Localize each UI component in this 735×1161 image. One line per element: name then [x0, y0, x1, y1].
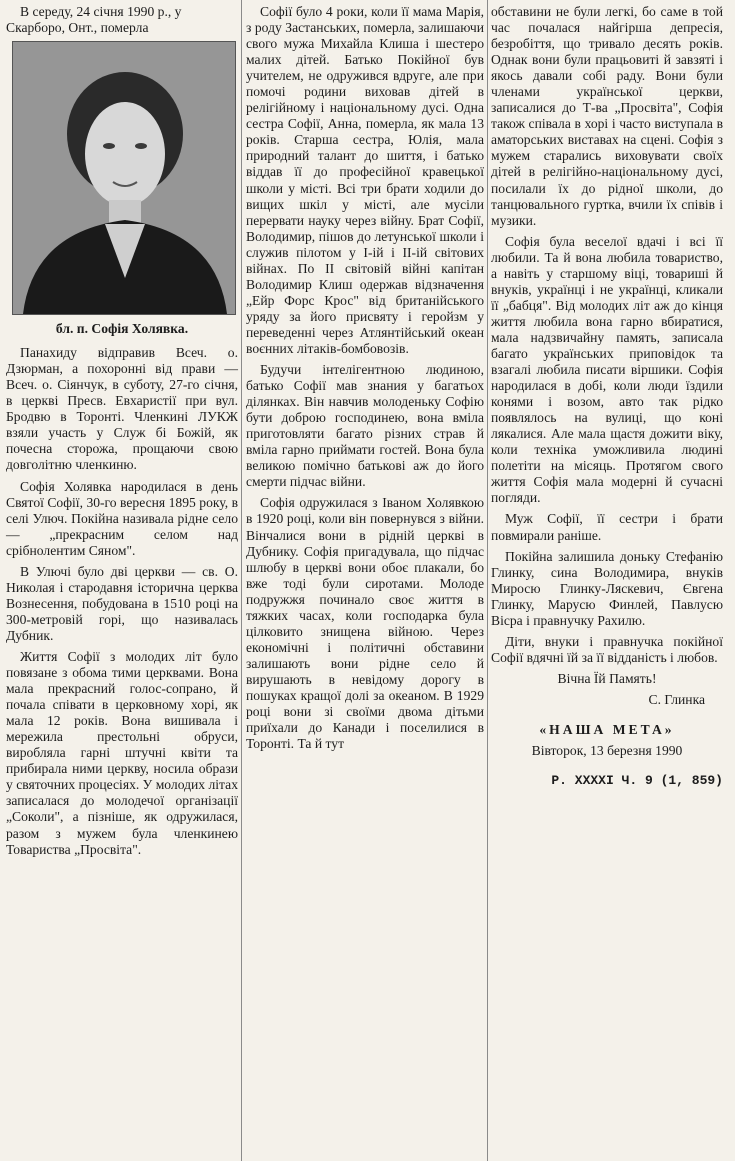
- paragraph: Софія була веселої вдачі і всі її любили. Та й вона любила товариство, а навіть у старшому віці, товариші й внуків, українці і не українці, кликали її „бабця". Від молодих літ аж до кінця життя любила вона гарно вбиратися, мала надзвичайну память, записала багато українських приповідок та взагалі любила писати віршики. Софія народилася в добі, коли люди їздили конями і возом, авто так рідко появлялось на вулиці, що коні лякалися. Але мала щастя дожити віку, коли техніка уможливила людині полетіти на місяць. Протягом свого життя Софія мала модерні й сучасні погляди.: [491, 233, 723, 506]
- signature: С. Глинка: [648, 691, 705, 707]
- portrait-photo: [12, 41, 236, 315]
- column-3: [491, 4, 723, 794]
- paragraph: обставини не були легкі, бо саме в той час почалася найгірша депресія, безробіття, що тривало десять років. Однак вони були працьовиті й завзяті і якось давали собі раду. Вони були членами української церкви, записалися до Т-ва „Просвіта", Софія також співала в хорі і часто виступала в аматорських виставах на сцені. Софія з мужем старались виховувати своїх дітей в релігійно-національному дусі, посилали їх до рідної школи, до танцювального гуртка, вчили їх співів і музики.: [491, 4, 723, 228]
- memory-line: Вічна Їй Память!: [557, 670, 657, 686]
- issue-number: Р. XXXXI Ч. 9 (1, 859): [551, 773, 723, 789]
- paragraph: В Улючі було дві церкви — св. О. Николая і стародавня історична церква Вознесення, побудована в 1510 році на 300-метровій горі, що називалась Дубник.: [6, 563, 238, 643]
- paragraph: Діти, внуки і правнучка покійної Софії вдячні їй за її відданість і любов.: [491, 633, 723, 665]
- portrait-image: [13, 42, 235, 314]
- paragraph: Софія Холявка народилася в день Святої Софії, 30-го вересня 1895 року, в селі Улюч. Покійна називала рідне село — „прекрасним селом над срібнолентим Сяном".: [6, 478, 238, 558]
- paragraph: Муж Софії, її сестри і брати повмирали раніше.: [491, 511, 723, 543]
- paragraph: Життя Софії з молодих літ було повязане з обома тими церквами. Вона мала прекрасний голос-сопрано, й почала співати в церковному хорі, як мала 12 років. Вона вишивала і мережила престольні обруси, виробляла гарні штучні квіти та прибирала ними церкву, носила образи у святочних процесіях. У молодих літах записалася до молодечої організації „Соколи", а пізніше, як одружилася, разом з мужем була членкинею Товариства „Просвіта".: [6, 648, 238, 857]
- column-rule: [241, 0, 242, 1161]
- newspaper-name: «НАША МЕТА»: [539, 721, 675, 737]
- column-rule: [487, 0, 488, 1161]
- column-1: [6, 4, 238, 863]
- dateline: В середу, 24 січня 1990 р., у Скарборо, Онт., померла: [6, 4, 182, 36]
- photo-caption: бл. п. Софія Холявка.: [55, 321, 189, 337]
- column-2: [246, 4, 484, 757]
- paragraph: Софії було 4 роки, коли її мама Марія, з роду Застанських, померла, залишаючи свого мужа Михайла Клиша і шестеро малих дітей. Батько Покійної був учителем, не одружився вдруге, але при помочі родини виховав дітей в релігійному і національному дусі. Одна сестра Софії, Анна, померла, як мала 13 років. Старша сестра, Юлія, мала природний талант до шиття, і батько віддав її до професійної кравецької школи у місті. Всі три брати ходили до вищих шкіл у місті, але мусіли перервати науку через війну. Брат Софії, Володимир, пішов до летунської школи і служив пілотом у І-ій і ІІ-ій світових війнах. По ІІ світовій війні капітан Володимир Клиш одержав відзначення „Ейр Форс Крос" від британійського уряду за його присвяту і геройзм у переведенні через Атлянтійський океан воєнних літаків-бомбовозів.: [246, 4, 484, 356]
- paragraph: Будучи інтелігентною людиною, батько Софії мав знания у багатьох ділянках. Він навчив молоденьку Софію бути доброю господинею, вона вміла приготовляти багато різних страв й вміла гарно приймати гостей. Вона була великою помічно батькові аж до його смерти підчас війни.: [246, 362, 484, 490]
- paragraph: Панахиду відправив Всеч. о. Дзюрман, а похоронні від прави — Всеч. о. Сіянчук, в суботу, 27-го січня, в церкві Пресв. Евхаристії при вул. Бродвю в Торонті. Членкині ЛУКЖ взяли участь у Служ бі Божій, як почесна сторожа, прощаючи свою довголітню членкиню.: [6, 345, 238, 473]
- paragraph: Покійна залишила доньку Стефанію Глинку, сина Володимира, внуків Миросю Глинку-Ляскевич, Євгена Глинку, Марусю Финлей, Павлусю Вісра і правнучку Рахилю.: [491, 548, 723, 628]
- paragraph: Софія одружилася з Іваном Холявкою в 1920 році, коли він повернувся з війни. Вінчалися вони в рідній церкві в Дубнику. Софія пригадувала, що підчас шлюбу в церкві вони обоє плакали, бо вже тоді були сиротами. Молоде подружжя починало своє життя в тяжких часах, коли господарка була цілковито знищена війною. Через економічні і політичні обставини залишають вони рідне село й вирушають в невідому дорогу в пошуках кращої долі за океаном. В 1929 році вони зі своїми двома дітьми приїхали до Канади і поселилися в Торонті. Та й тут: [246, 495, 484, 752]
- newspaper-date: Вівторок, 13 березня 1990: [531, 743, 683, 759]
